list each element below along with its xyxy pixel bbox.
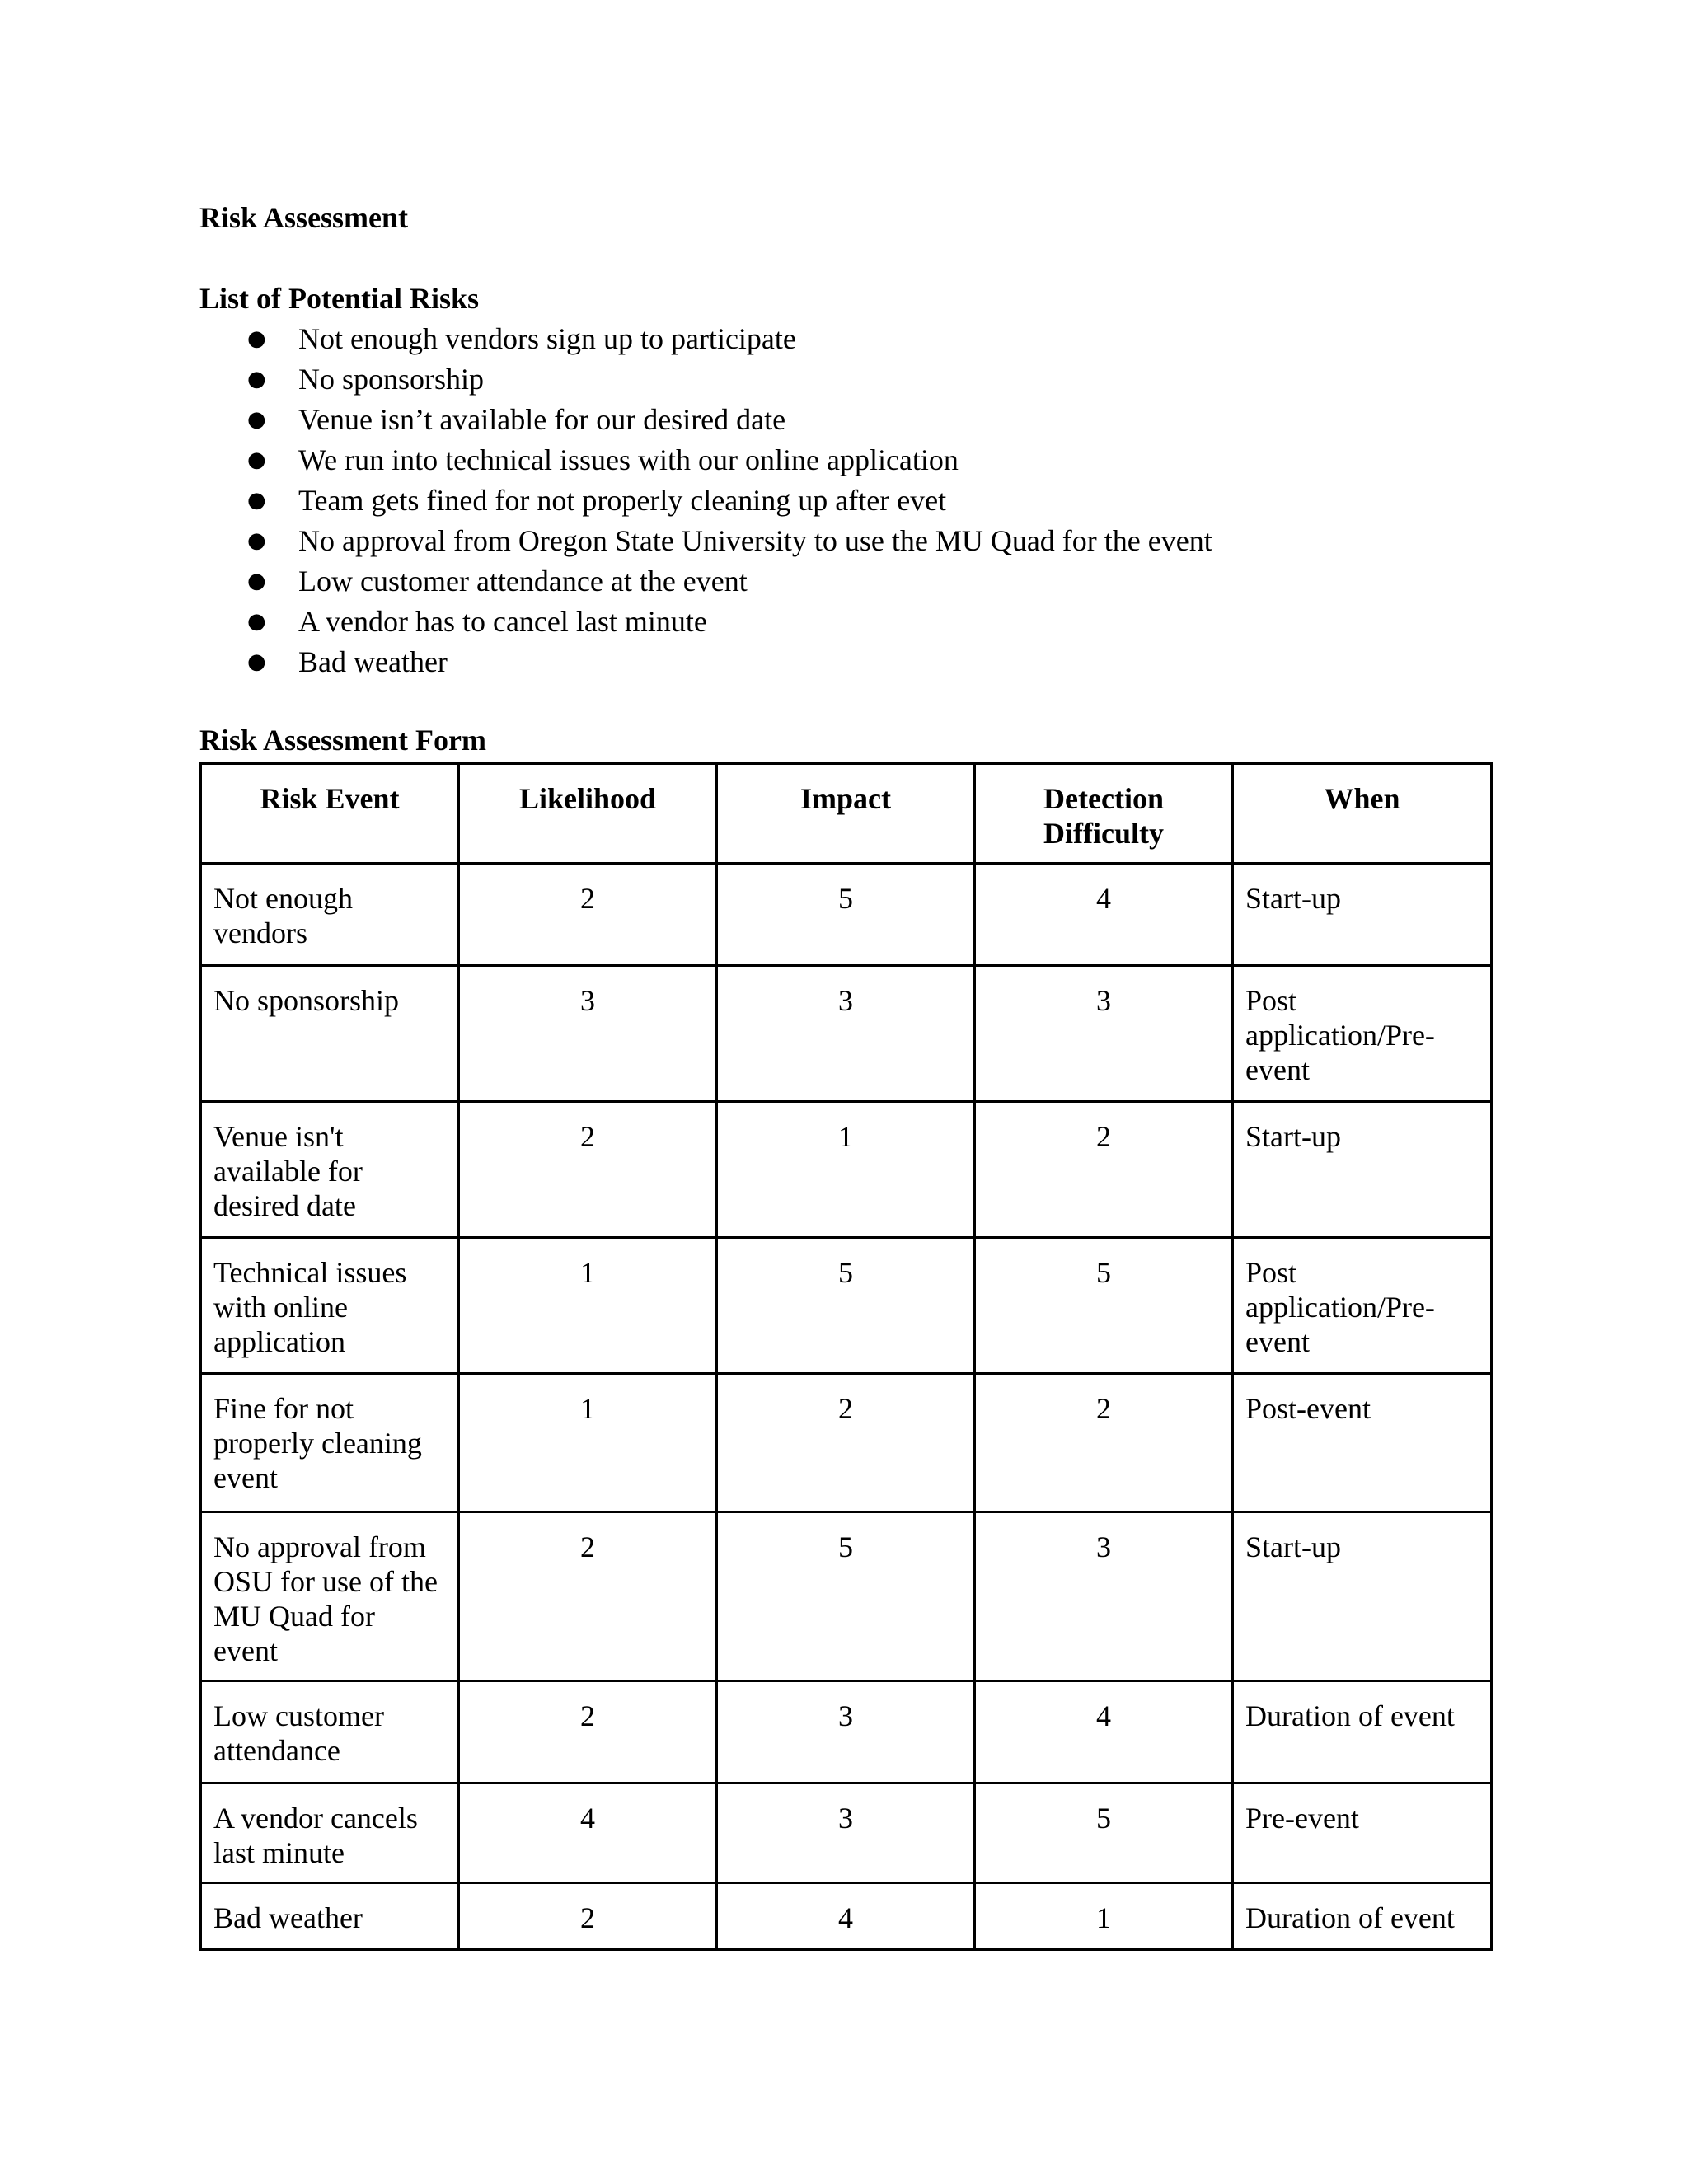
list-item bbox=[199, 561, 1212, 602]
impact-cell: 5 bbox=[717, 1238, 975, 1374]
list-item bbox=[199, 642, 1212, 682]
column-header-risk-event: Risk Event bbox=[201, 764, 459, 864]
likelihood-cell: 2 bbox=[459, 1883, 717, 1950]
impact-cell: 5 bbox=[717, 1512, 975, 1681]
table-row bbox=[201, 1883, 1492, 1950]
likelihood-cell: 3 bbox=[459, 966, 717, 1102]
risk-event-cell: Fine for not properly cleaning event bbox=[201, 1374, 459, 1512]
table-row bbox=[201, 1238, 1492, 1374]
list-item bbox=[199, 359, 1212, 400]
list-item-text: Low customer attendance at the event bbox=[298, 565, 748, 598]
list-item bbox=[199, 480, 1212, 521]
list-item bbox=[199, 319, 1212, 359]
list-item-text: A vendor has to cancel last minute bbox=[298, 605, 707, 638]
risk-event-cell: Not enough vendors bbox=[201, 864, 459, 966]
list-item bbox=[199, 521, 1212, 561]
risk-event-cell: Low customer attendance bbox=[201, 1681, 459, 1783]
when-cell: Duration of event bbox=[1233, 1883, 1492, 1950]
risk-event-cell: No approval from OSU for use of the MU Quad for event bbox=[201, 1512, 459, 1681]
list-item-text: No approval from Oregon State University to use the MU Quad for the event bbox=[298, 524, 1212, 557]
impact-cell: 3 bbox=[717, 1681, 975, 1783]
list-item-text: No sponsorship bbox=[298, 363, 485, 396]
risk-assessment-form-heading: Risk Assessment Form bbox=[199, 724, 486, 757]
potential-risks-list bbox=[199, 319, 1212, 682]
risk-event-cell: A vendor cancels last minute bbox=[201, 1783, 459, 1883]
detection-difficulty-cell: 2 bbox=[975, 1102, 1233, 1238]
risk-event-cell: Venue isn't available for desired date bbox=[201, 1102, 459, 1238]
bullet-icon: ● bbox=[247, 326, 266, 351]
column-header-detection-difficulty: Detection Difficulty bbox=[975, 764, 1233, 864]
column-header-impact: Impact bbox=[717, 764, 975, 864]
risk-event-cell: No sponsorship bbox=[201, 966, 459, 1102]
bullet-icon: ● bbox=[247, 528, 266, 553]
bullet-icon: ● bbox=[247, 609, 266, 634]
column-header-likelihood: Likelihood bbox=[459, 764, 717, 864]
bullet-icon: ● bbox=[247, 367, 266, 391]
table-row bbox=[201, 864, 1492, 966]
detection-difficulty-cell: 2 bbox=[975, 1374, 1233, 1512]
list-item-text: Bad weather bbox=[298, 645, 448, 678]
impact-cell: 2 bbox=[717, 1374, 975, 1512]
table-row bbox=[201, 966, 1492, 1102]
detection-difficulty-cell: 5 bbox=[975, 1783, 1233, 1883]
list-item bbox=[199, 602, 1212, 642]
when-cell: Start-up bbox=[1233, 864, 1492, 966]
impact-cell: 3 bbox=[717, 966, 975, 1102]
bullet-icon: ● bbox=[247, 407, 266, 432]
detection-difficulty-cell: 3 bbox=[975, 966, 1233, 1102]
impact-cell: 5 bbox=[717, 864, 975, 966]
risk-assessment-table bbox=[199, 762, 1493, 1951]
list-item-text: We run into technical issues with our online application bbox=[298, 443, 959, 476]
likelihood-cell: 1 bbox=[459, 1238, 717, 1374]
when-cell: Start-up bbox=[1233, 1512, 1492, 1681]
bullet-icon: ● bbox=[247, 488, 266, 513]
impact-cell: 1 bbox=[717, 1102, 975, 1238]
impact-cell: 4 bbox=[717, 1883, 975, 1950]
likelihood-cell: 2 bbox=[459, 1681, 717, 1783]
risk-event-cell: Bad weather bbox=[201, 1883, 459, 1950]
risk-event-cell: Technical issues with online application bbox=[201, 1238, 459, 1374]
bullet-icon: ● bbox=[247, 448, 266, 472]
list-item-text: Team gets fined for not properly cleaning up after evet bbox=[298, 484, 947, 517]
detection-difficulty-cell: 4 bbox=[975, 864, 1233, 966]
table-row bbox=[201, 1512, 1492, 1681]
list-item bbox=[199, 400, 1212, 440]
table-row bbox=[201, 1783, 1492, 1883]
when-cell: Post application/Pre-event bbox=[1233, 1238, 1492, 1374]
list-item-text: Venue isn’t available for our desired date bbox=[298, 403, 786, 436]
detection-difficulty-cell: 3 bbox=[975, 1512, 1233, 1681]
bullet-icon: ● bbox=[247, 569, 266, 593]
column-header-when: When bbox=[1233, 764, 1492, 864]
when-cell: Pre-event bbox=[1233, 1783, 1492, 1883]
bullet-icon: ● bbox=[247, 649, 266, 674]
table-header-row bbox=[201, 764, 1492, 864]
detection-difficulty-cell: 4 bbox=[975, 1681, 1233, 1783]
likelihood-cell: 2 bbox=[459, 864, 717, 966]
when-cell: Post application/Pre-event bbox=[1233, 966, 1492, 1102]
list-item bbox=[199, 440, 1212, 480]
table-row bbox=[201, 1681, 1492, 1783]
potential-risks-heading: List of Potential Risks bbox=[199, 282, 480, 315]
likelihood-cell: 2 bbox=[459, 1102, 717, 1238]
when-cell: Duration of event bbox=[1233, 1681, 1492, 1783]
impact-cell: 3 bbox=[717, 1783, 975, 1883]
likelihood-cell: 4 bbox=[459, 1783, 717, 1883]
when-cell: Post-event bbox=[1233, 1374, 1492, 1512]
likelihood-cell: 2 bbox=[459, 1512, 717, 1681]
table-row bbox=[201, 1374, 1492, 1512]
likelihood-cell: 1 bbox=[459, 1374, 717, 1512]
document-title: Risk Assessment bbox=[199, 201, 409, 234]
table-row bbox=[201, 1102, 1492, 1238]
list-item-text: Not enough vendors sign up to participate bbox=[298, 322, 796, 355]
detection-difficulty-cell: 1 bbox=[975, 1883, 1233, 1950]
when-cell: Start-up bbox=[1233, 1102, 1492, 1238]
detection-difficulty-cell: 5 bbox=[975, 1238, 1233, 1374]
